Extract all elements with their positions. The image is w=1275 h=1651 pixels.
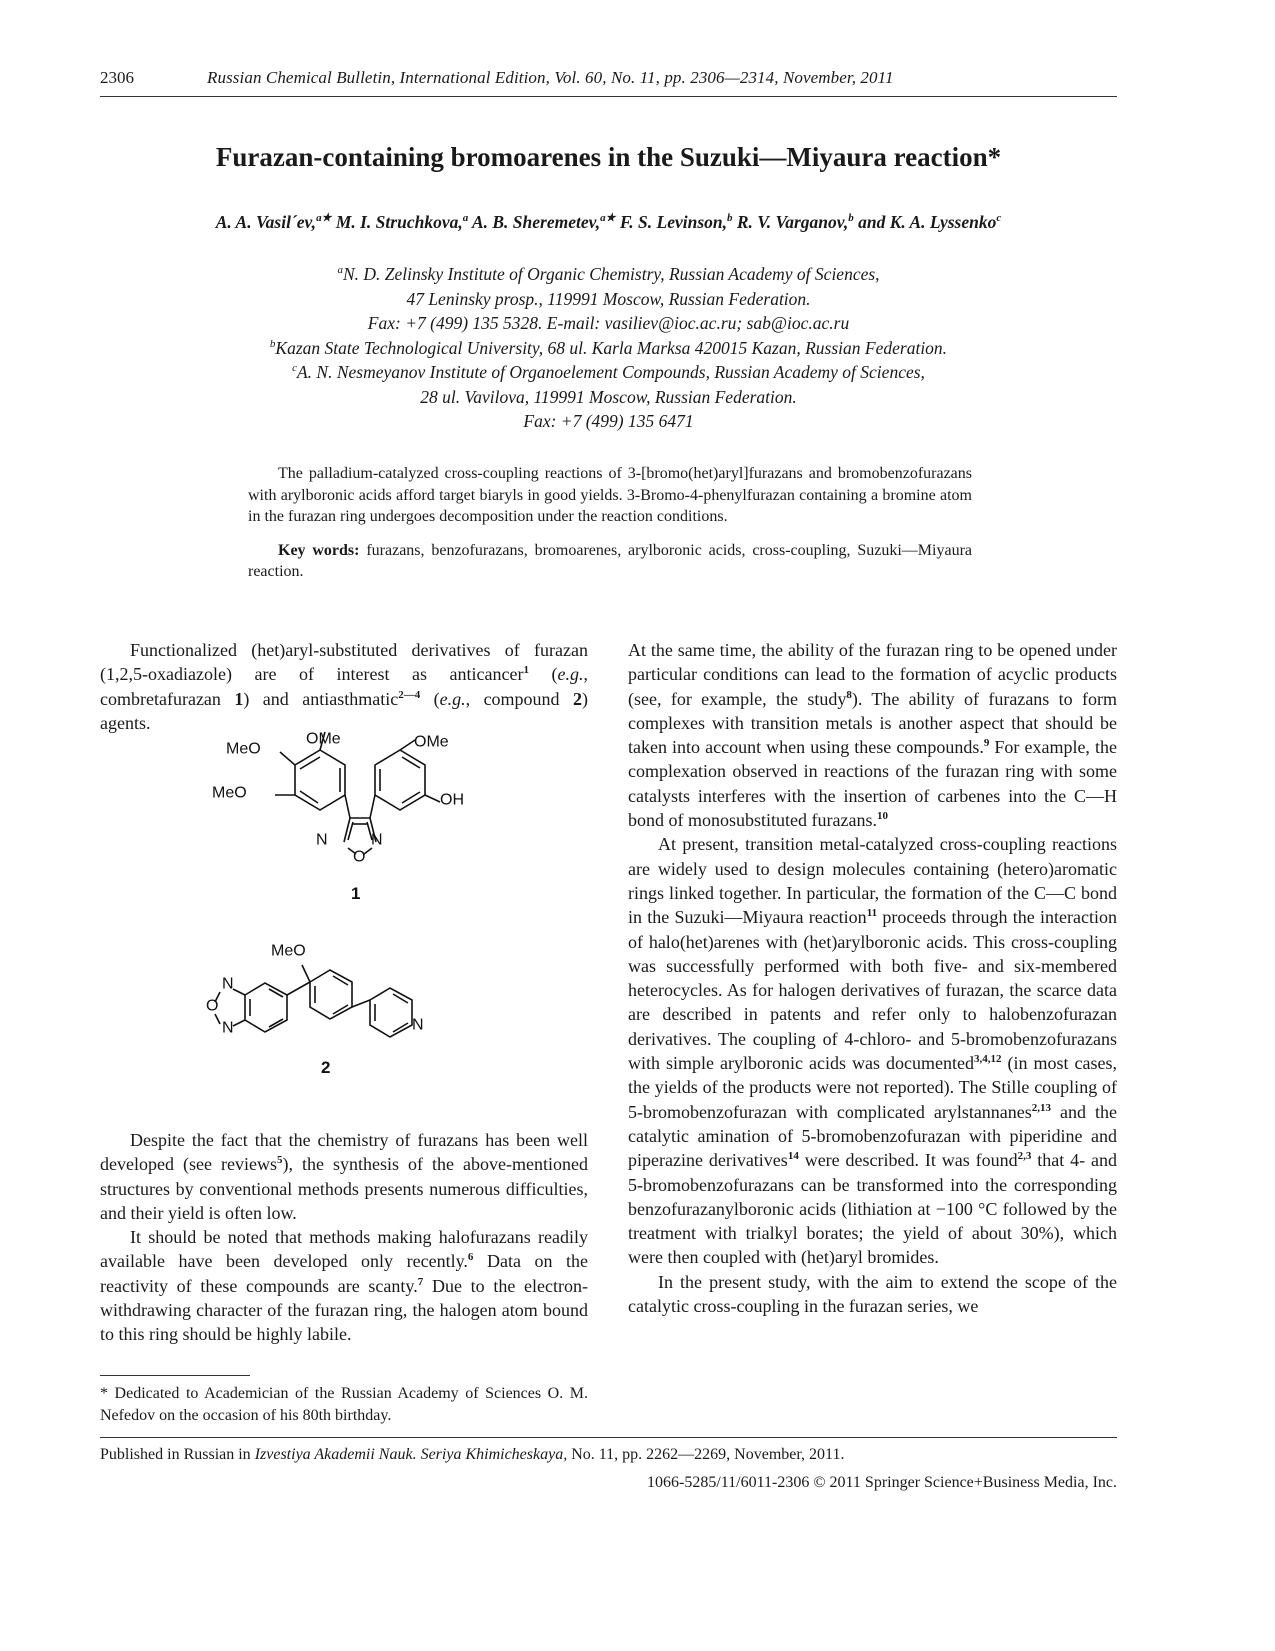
nitrogen-label: N (316, 831, 328, 849)
nitrogen-label: N (222, 975, 234, 993)
author-affil-mark: c (996, 212, 1002, 225)
methoxy-label: OMe (306, 730, 341, 748)
structure-2 (190, 940, 500, 1090)
author-affil-mark: b (848, 212, 854, 225)
nitrogen-label: N (222, 1019, 234, 1037)
footer-rule (100, 1437, 1117, 1438)
affiliation-a: $^a$N. D. Zelinsky Institute of Organic Chemistry, Russian Academy of Sciences, (337, 264, 880, 284)
paragraph: Functionalized (het)aryl-substituted derivatives of furazan (1,2,5-oxadiazole) are of interest as anticancer$^1$ (e.g., combretafurazan 1) and antiasthmatic$^{2—4}$ (e.g., compound 2) agents. (100, 640, 588, 733)
author-affil-mark: a★ (600, 212, 616, 225)
affiliation-c-address: 28 ul. Vavilova, 119991 Moscow, Russian Federation. (420, 386, 797, 407)
paragraph: In the present study, with the aim to extend the scope of the catalytic cross-coupling in the furazan series, we (628, 1271, 1117, 1317)
keywords-label: Key words: (278, 541, 360, 559)
methoxy-label: MeO (212, 784, 247, 802)
abstract-text: The palladium-catalyzed cross-coupling reactions of 3-[bromo(het)aryl]furazans and bromobenzofurazans with arylboronic acids afford target biaryls in good yields. 3-Bromo-4-phenylfurazan containing a bromine atom in the furazan ring undergoes decomposition under the reaction conditions. (248, 465, 972, 525)
nitrogen-label: N (371, 831, 383, 849)
oxygen-label: O (206, 997, 219, 1015)
affiliation-c-contact: Fax: +7 (499) 135 6471 (523, 411, 694, 431)
footnote-text: * Dedicated to Academician of the Russian Academy of Sciences O. M. Nefedov on the occasion of his 80th birthday. (100, 1385, 588, 1424)
author-affil-mark: b (727, 212, 733, 225)
affiliation-a-contact: Fax: +7 (499) 135 5328. E-mail: vasiliev@ioc.ac.ru; sab@ioc.ac.ru (367, 313, 850, 333)
compound-number: 2 (321, 1058, 331, 1077)
author: A. A. Vasil´ev, (215, 212, 317, 232)
methoxy-label: MeO (226, 740, 261, 758)
body-right-column (628, 638, 1117, 1318)
keywords-list: furazans, benzofurazans, bromoarenes, arylboronic acids, cross-coupling, Suzuki—Miyaura reaction. (248, 541, 973, 580)
affiliation-b: $^b$Kazan State Technological University, 68 ul. Karla Marksa 420015 Kazan, Russian Federation. (269, 337, 948, 358)
affiliations (100, 262, 1117, 434)
hydroxy-label: OH (440, 791, 464, 809)
structure-1-combretafurazan (190, 730, 500, 930)
paragraph: It should be noted that methods making halofurazans readily available have been developed only recently.$^6$ Data on the reactivity of these compounds are scanty.$^7$ Due to the electron-withdrawing character of the furazan ring, the halogen atom bound to this ring should be highly labile. (100, 1227, 589, 1345)
oxygen-label: O (353, 848, 366, 866)
author: F. S. Levinson, (615, 212, 727, 232)
journal-citation: Russian Chemical Bulletin, International Edition, Vol. 60, No. 11, pp. 2306—2314, November, 2011 (207, 68, 894, 87)
author-affil-mark: a (462, 212, 469, 225)
compound-number: 1 (351, 884, 361, 903)
methoxy-label: MeO (271, 942, 306, 960)
author: M. I. Struchkova, (331, 212, 463, 232)
author-affil-mark: a★ (316, 212, 332, 225)
structure-2-drawing (190, 940, 500, 1090)
body-left-column-bottom (100, 1128, 588, 1347)
page-number: 2306 (100, 68, 134, 87)
methoxy-label: OMe (414, 733, 449, 751)
author: R. V. Varganov, (732, 212, 849, 232)
publication-info: Published in Russian in Izvestiya Akademii Nauk. Seriya Khimicheskaya, No. 11, pp. 2262—2269, November, 2011. (100, 1446, 845, 1463)
pyridine-nitrogen-label: N (412, 1016, 424, 1034)
abstract (248, 463, 972, 583)
running-header (100, 66, 1117, 97)
author: and K. A. Lyssenko (853, 212, 997, 232)
paragraph: Despite the fact that the chemistry of furazans has been well developed (see reviews$^5$), the synthesis of the above-mentioned structures by conventional methods presents numerous difficulties, and their yield is often low. (100, 1130, 588, 1223)
author-list (100, 212, 1117, 233)
footnote-rule (100, 1375, 250, 1376)
affiliation-c: $^c$A. N. Nesmeyanov Institute of Organoelement Compounds, Russian Academy of Sciences, (292, 362, 925, 382)
footnote (100, 1383, 588, 1427)
keywords (248, 540, 972, 583)
copyright-line: 1066-5285/11/6011-2306 © 2011 Springer Science+Business Media, Inc. (647, 1474, 1117, 1491)
paragraph: At the same time, the ability of the furazan ring to be opened under particular conditions can lead to the formation of acyclic products (see, for example, the study$^8$). The ability of furazans to form complexes with transition metals is another aspect that should be taken into account when using these compounds.$^9$ For example, the complexation observed in reactions of the furazan ring with some catalysts interferes with the insertion of carbenes into the C—H bond of monosubstituted furazans.$^{10}$ (628, 640, 1118, 831)
paragraph: At present, transition metal-catalyzed cross-coupling reactions are widely used to design molecules containing (hetero)aromatic rings linked together. In particular, the formation of the C—C bond in the Suzuki—Miyaura reaction$^{11}$ proceeds through the interaction of halo(het)arenes with (het)arylboronic acids. This cross-coupling was successfully performed with both five- and six-membered heterocycles. As for halogen derivatives of furazan, the scarce data are described in patents and refer only to halobenzofurazan derivatives. The coupling of 4-chloro- and 5-bromobenzofurazans with simple arylboronic acids was documented$^{3,4,12}$ (in most cases, the yields of the products were not reported). The Stille coupling of 5-bromobenzofurazan with complicated arylstannanes$^{2,13}$ and the catalytic amination of 5-bromobenzofurazan with piperidine and piperazine derivatives$^{14}$ were described. It was found$^{2,3}$ that 4- and 5-bromobenzofurazans can be transformed into the corresponding benzofurazanylboronic acids (lithiation at −100 °C followed by the treatment with trialkyl borates; the yield of about 30%), which were then coupled with (het)aryl bromides. (628, 834, 1118, 1268)
author: A. B. Sheremetev, (468, 212, 601, 232)
affiliation-a-address: 47 Leninsky prosp., 119991 Moscow, Russian Federation. (406, 288, 811, 309)
body-left-column-top (100, 638, 588, 735)
article-title: Furazan-containing bromoarenes in the Suzuki—Miyaura reaction* (215, 142, 1002, 172)
structure-1-drawing (190, 730, 500, 930)
